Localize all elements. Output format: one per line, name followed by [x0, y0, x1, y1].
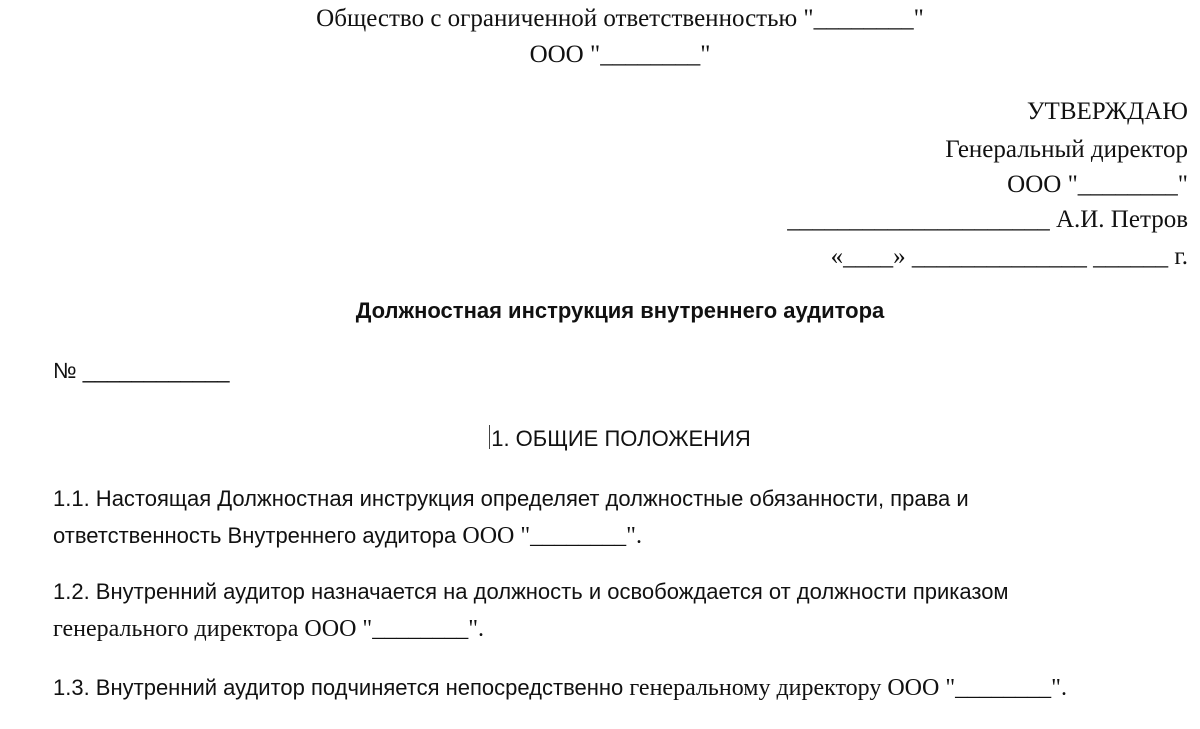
paragraph-1-1-line-2-text: ответственность Внутреннего аудитора [53, 523, 463, 548]
approval-position: Генеральный директор [945, 136, 1188, 163]
approval-stamp: УТВЕРЖДАЮ [1026, 98, 1188, 125]
organization-short-name: ООО "________" [529, 41, 711, 68]
paragraph-1-3-line-1-org: генеральному директору ООО "________". [629, 675, 1067, 701]
paragraph-1-3-line-1-text: 1.3. Внутренний аудитор подчиняется непосредственно [53, 675, 630, 700]
paragraph-1-1-line-2-org: ООО "________". [462, 523, 642, 549]
paragraph-1-3-line-1 [53, 676, 1067, 700]
paragraph-1-2-line-1: 1.2. Внутренний аудитор назначается на должность и освобождается от должности приказом [53, 579, 1009, 604]
section-heading [0, 425, 1200, 450]
paragraph-1-2-line-2 [53, 617, 484, 641]
section-heading-text: 1. ОБЩИЕ ПОЛОЖЕНИЯ [491, 426, 751, 451]
organization-full-name: Общество с ограниченной ответственностью "________" [316, 5, 924, 32]
paragraph-1-1-line-2 [53, 524, 642, 548]
document-title: Должностная инструкция внутреннего аудитора [355, 298, 885, 323]
paragraph-1-1-line-1: 1.1. Настоящая Должностная инструкция определяет должностные обязанности, права и [53, 486, 969, 511]
approval-signature: _____________________ А.И. Петров [787, 206, 1188, 233]
paragraph-1-2-line-2-text: генерального директора ООО "________". [53, 616, 485, 642]
approval-date: «____» ______________ ______ г. [830, 243, 1188, 270]
document-number: № ____________ [53, 358, 230, 383]
approval-organization: ООО "________" [1007, 171, 1188, 198]
